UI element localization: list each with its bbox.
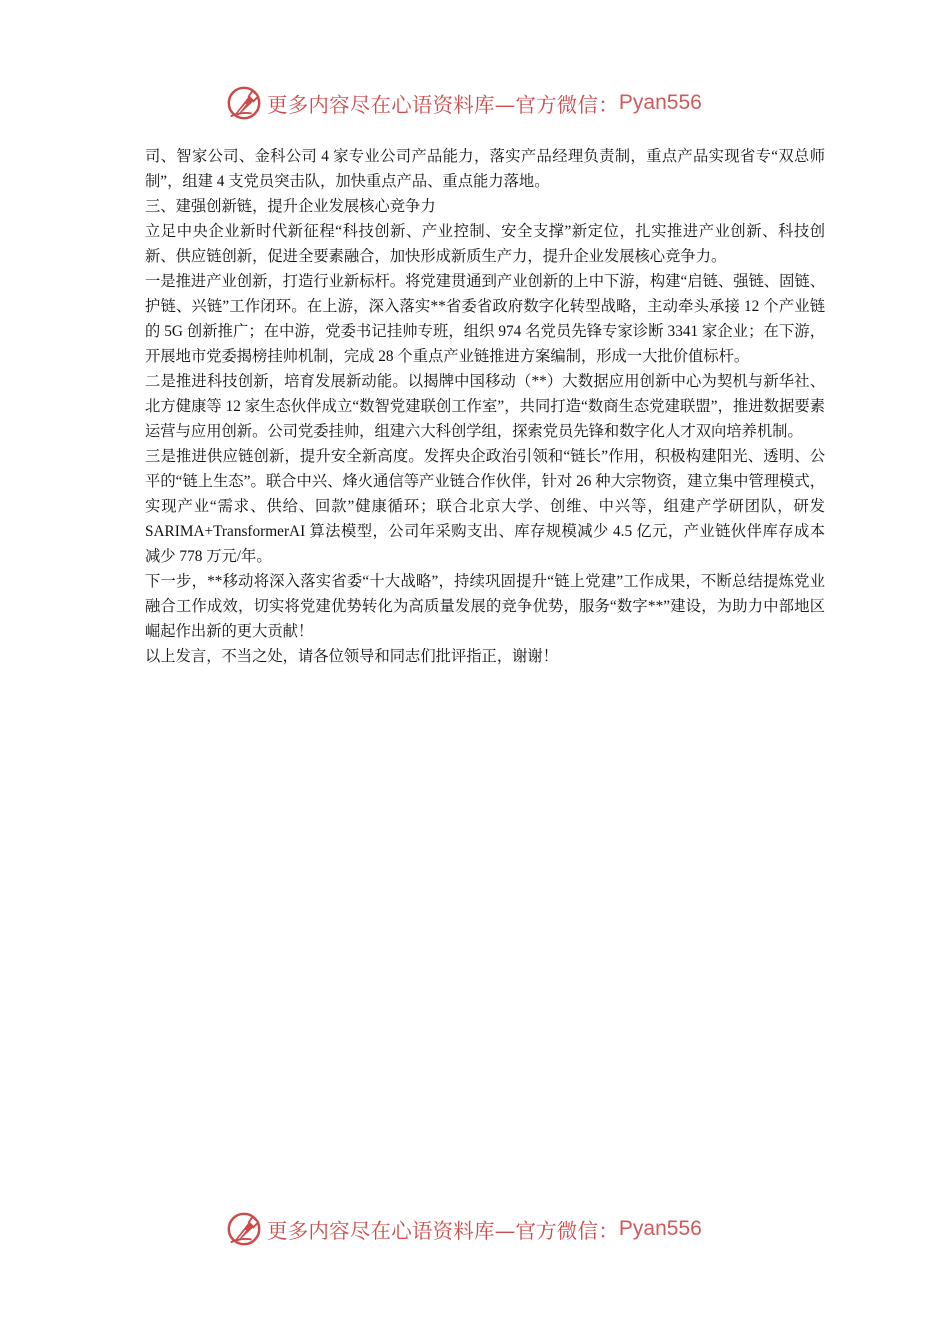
section-heading: 三、建强创新链，提升企业发展核心竞争力 [145, 198, 436, 215]
pen-nib-logo-icon [225, 84, 263, 122]
banner-text: 更多内容尽在心语资料库—官方微信： [267, 1219, 619, 1243]
document-body [145, 144, 825, 669]
banner-wechat-id: Pyan556 [618, 91, 702, 114]
body-paragraph: 司、智家公司、金科公司 4 家专业公司产品能力，落实产品经理负责制，重点产品实现省专“双总师制”，组建 4 支党员突击队，加快重点产品、重点能力落地。 [145, 148, 825, 190]
body-paragraph: 立足中央企业新时代新征程“科技创新、产业控制、安全支撑”新定位，扎实推进产业创新、科技创新、供应链创新，促进全要素融合，加快形成新质生产力，提升企业发展核心竞争力。 [145, 223, 825, 265]
body-paragraph: 一是推进产业创新，打造行业新标杆。将党建贯通到产业创新的上中下游，构建“启链、强链、固链、护链、兴链”工作闭环。在上游，深入落实**省委省政府数字化转型战略，主动牵头承接 12 个产业链的 5G 创新推广；在中游，党委书记挂帅专班，组织 974 名党员先锋专家诊断 3341 家企业；在下游，开展地市党委揭榜挂帅机制，完成 28 个重点产业链推进方案编制，形成一大批价值标杆。 [145, 273, 825, 365]
footer-banner[interactable] [225, 1209, 702, 1249]
banner-text: 更多内容尽在心语资料库—官方微信： [267, 93, 619, 117]
closing-paragraph: 以上发言，不当之处，请各位领导和同志们批评指正，谢谢！ [145, 648, 559, 665]
banner-wechat-id: Pyan556 [618, 1217, 702, 1240]
pen-nib-logo-icon [225, 1210, 263, 1248]
body-paragraph: 三是推进供应链创新，提升安全新高度。发挥央企政治引领和“链长”作用，积极构建阳光、透明、公平的“链上生态”。联合中兴、烽火通信等产业链合作伙伴，针对 26 种大宗物资，建立集中管理模式，实现产业“需求、供给、回款”健康循环；联合北京大学、创维、中兴等，组建产学研团队，研发 SARIMA+TransformerAI 算法模型，公司年采购支出、库存规模减少 4.5 亿元，产业链伙伴库存成本减少 778 万元/年。 [145, 448, 825, 565]
header-banner[interactable] [225, 83, 702, 123]
body-paragraph: 二是推进科技创新，培育发展新动能。以揭牌中国移动（**）大数据应用创新中心为契机与新华社、北方健康等 12 家生态伙伴成立“数智党建联创工作室”，共同打造“数商生态党建联盟”，推进数据要素运营与应用创新。公司党委挂帅，组建六大科创学组，探索党员先锋和数字化人才双向培养机制。 [145, 373, 825, 440]
body-paragraph: 下一步，**移动将深入落实省委“十大战略”，持续巩固提升“链上党建”工作成果，不断总结提炼党业融合工作成效，切实将党建优势转化为高质量发展的竞争优势，服务“数字**”建设，为助力中部地区崛起作出新的更大贡献！ [145, 573, 825, 640]
